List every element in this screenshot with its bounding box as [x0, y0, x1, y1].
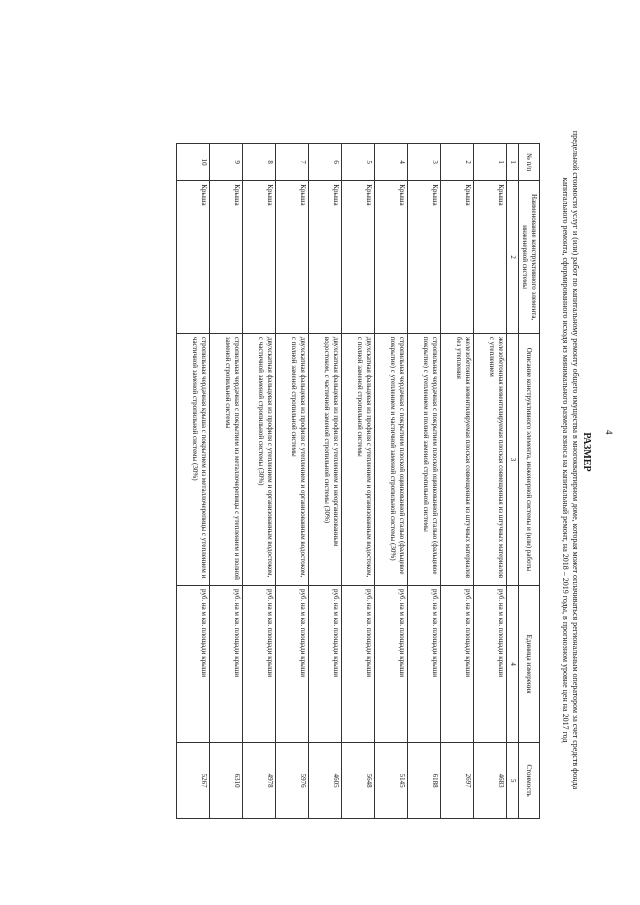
row-cost: 6188	[408, 743, 441, 819]
row-unit: руб. на м кв. площади крыши	[276, 586, 309, 743]
row-unit: руб. на м кв. площади крыши	[177, 586, 210, 743]
document-subtitle: предельной стоимости услуг и (или) работ по капитальному ремонту общего имущества в многоквартирном доме, которая может оплачиваться региональным оператором за счет средств фонда капитального ремонта, сформированного исходя из минимального размера взноса на капитальный ремонт, на 2018 – 2019 годы, в прогнозном уровне цен на 2017 год	[561, 130, 580, 790]
row-number: 1	[474, 144, 507, 181]
index-cell: 2	[507, 181, 519, 334]
row-number: 3	[408, 144, 441, 181]
row-unit: руб. на м кв. площади крыши	[342, 586, 375, 743]
row-unit: руб. на м кв. площади крыши	[309, 586, 342, 743]
page-number: 4	[604, 430, 614, 435]
table-row	[276, 144, 309, 819]
row-number: 5	[342, 144, 375, 181]
row-cost: 6310	[210, 743, 243, 819]
row-description: двухскатная фальцевая из профиля с утеплением и организованным водостоком, с частичной заменой стропильной системы (30%)	[243, 333, 276, 585]
row-number: 4	[375, 144, 408, 181]
row-element: Крыша	[276, 181, 309, 334]
row-element: Крыша	[408, 181, 441, 334]
row-number: 9	[210, 144, 243, 181]
header-unit: Единица измерения	[519, 586, 540, 743]
row-unit: руб. на м кв. площади крыши	[441, 586, 474, 743]
row-element: Крыша	[441, 181, 474, 334]
table-header-row	[519, 144, 540, 819]
row-number: 8	[243, 144, 276, 181]
row-description: стропильная чердачная крыша с покрытием из металлочерепицы с утеплением и частичной заменой стропильной системы (30%)	[177, 333, 210, 585]
table-row	[342, 144, 375, 819]
row-number: 2	[441, 144, 474, 181]
index-cell: 1	[507, 144, 519, 181]
table-row	[375, 144, 408, 819]
row-cost: 5145	[375, 743, 408, 819]
row-number: 7	[276, 144, 309, 181]
row-cost: 2697	[441, 743, 474, 819]
table-row	[408, 144, 441, 819]
row-unit: руб. на м кв. площади крыши	[375, 586, 408, 743]
header-element: Наименование конструктивного элемента, инженерной системы	[519, 181, 540, 334]
column-index-row	[507, 144, 519, 819]
row-element: Крыша	[474, 181, 507, 334]
row-element: Крыша	[210, 181, 243, 334]
header-cost: Стоимость	[519, 743, 540, 819]
row-cost: 5267	[177, 743, 210, 819]
index-cell: 4	[507, 586, 519, 743]
row-description: двухскатная фальцевая из профиля с утеплением и организованным водостоком, с полной заменой стропильной системы	[342, 333, 375, 585]
header-number: № п/п	[519, 144, 540, 181]
table-row	[441, 144, 474, 819]
row-cost: 5976	[276, 743, 309, 819]
row-description: железобетонная невентилируемая плоская совмещенная из штучных материалов без утепления	[441, 333, 474, 585]
row-cost: 5648	[342, 743, 375, 819]
document-heading: РАЗМЕР	[581, 432, 592, 472]
row-cost: 4683	[474, 743, 507, 819]
row-cost: 4605	[309, 743, 342, 819]
row-description: двухскатная фальцевая из профиля с утеплением и неорганизованным водостоком, с частичной заменой стропильной системы (30%)	[309, 333, 342, 585]
row-description: железобетонная невентилируемая плоская совмещенная из штучных материалов с утеплением	[474, 333, 507, 585]
row-unit: руб. на м кв. площади крыши	[243, 586, 276, 743]
row-element: Крыша	[243, 181, 276, 334]
row-description: стропильная чердачная с покрытием плоской оцинкованной сталью (фальцевое покрытие) с утеплением и полной заменой стропильной системы	[408, 333, 441, 585]
table-row	[474, 144, 507, 819]
row-unit: руб. на м кв. площади крыши	[210, 586, 243, 743]
row-cost: 4978	[243, 743, 276, 819]
row-description: стропильная чердачная с покрытием из металлочерепицы с утеплением и полной заменой стропильной системы	[210, 333, 243, 585]
table-row	[243, 144, 276, 819]
row-unit: руб. на м кв. площади крыши	[474, 586, 507, 743]
row-number: 10	[177, 144, 210, 181]
rotated-document-page	[20, 20, 620, 884]
header-description: Описание конструктивного элемента, инженерной системы и (или) работы	[519, 333, 540, 585]
table-row	[177, 144, 210, 819]
index-cell: 3	[507, 333, 519, 585]
row-description: стропильная чердачная с покрытием плоской оцинкованной сталью (фальцевое покрытие) с утеплением и частичной заменой стропильной системы (30%)	[375, 333, 408, 585]
row-element: Крыша	[309, 181, 342, 334]
index-cell: 5	[507, 743, 519, 819]
row-element: Крыша	[177, 181, 210, 334]
row-element: Крыша	[342, 181, 375, 334]
table-row	[210, 144, 243, 819]
row-element: Крыша	[375, 181, 408, 334]
table-row	[309, 144, 342, 819]
row-description: двухскатная фальцевая из профиля с утеплением и организованным водостоком, с полной заменой стропильной системы	[276, 333, 309, 585]
row-unit: руб. на м кв. площади крыши	[408, 586, 441, 743]
cost-table	[176, 143, 540, 819]
row-number: 6	[309, 144, 342, 181]
